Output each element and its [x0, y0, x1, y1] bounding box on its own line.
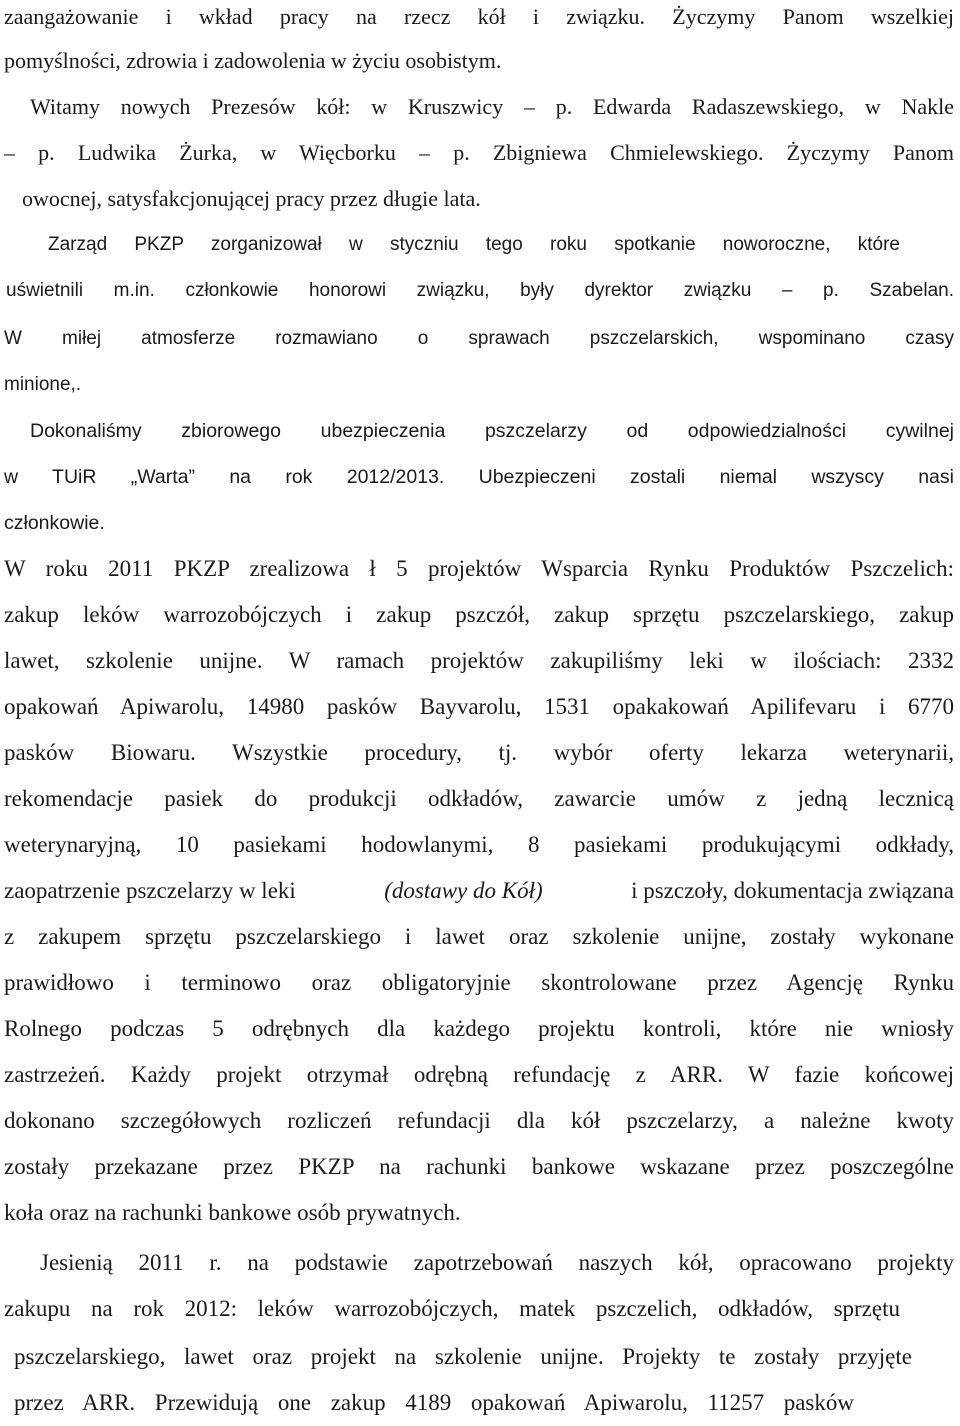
text-line-26: zostały przekazane przez PKZP na rachunki bankowe wskazane przez poszczególne	[4, 1154, 954, 1179]
text-line-21: z zakupem sprzętu pszczelarskiego i lawet oraz szkolenie unijne, zostały wykonane	[4, 924, 954, 949]
text-line-6: Zarząd PKZP zorganizował w styczniu tego roku spotkanie noworoczne, które	[48, 234, 900, 255]
text-line-2: pomyślności, zdrowia i zadowolenia w życiu osobistym.	[4, 48, 502, 73]
text-line-19: weterynaryjną, 10 pasiekami hodowlanymi, 8 pasiekami produkującymi odkłady,	[4, 832, 954, 857]
text-line-14: zakup leków warrozobójczych i zakup pszczół, zakup sprzętu pszczelarskiego, zakup	[4, 602, 954, 627]
text-line-9: minione,.	[4, 374, 82, 395]
text-line-20-part-2: i pszczoły, dokumentacja związana	[631, 878, 954, 903]
text-line-4: – p. Ludwika Żurka, w Więcborku – p. Zbigniewa Chmielewskiego. Życzymy Panom	[4, 140, 954, 165]
text-line-30: pszczelarskiego, lawet oraz projekt na szkolenie unijne. Projekty te zostały przyjęte	[14, 1344, 912, 1369]
text-line-10: Dokonaliśmy zbiorowego ubezpieczenia pszczelarzy od odpowiedzialności cywilnej	[30, 420, 954, 442]
text-line-7: uświetnili m.in. członkowie honorowi związku, były dyrektor związku – p. Szabelan.	[6, 280, 954, 301]
text-line-13: W roku 2011 PKZP zrealizowa ł 5 projektów Wsparcia Rynku Produktów Pszczelich:	[4, 556, 954, 581]
text-line-24: zastrzeżeń. Każdy projekt otrzymał odrębną refundację z ARR. W fazie końcowej	[4, 1062, 954, 1087]
text-line-20-part-1: zaopatrzenie pszczelarzy w leki	[4, 878, 296, 903]
text-line-27: koła oraz na rachunki bankowe osób prywatnych.	[4, 1200, 461, 1225]
text-line-28: Jesienią 2011 r. na podstawie zapotrzebowań naszych kół, opracowano projekty	[40, 1250, 954, 1275]
text-line-20-italic-note: (dostawy do Kół)	[384, 878, 543, 903]
text-line-3: Witamy nowych Prezesów kół: w Kruszwicy – p. Edwarda Radaszewskiego, w Nakle	[30, 94, 954, 119]
text-line-22: prawidłowo i terminowo oraz obligatoryjnie skontrolowane przez Agencję Rynku	[4, 970, 954, 995]
text-line-15: lawet, szkolenie unijne. W ramach projektów zakupiliśmy leki w ilościach: 2332	[4, 648, 954, 673]
text-line-18: rekomendacje pasiek do produkcji odkładów, zawarcie umów z jedną lecznicą	[4, 786, 954, 811]
text-line-5: owocnej, satysfakcjonującej pracy przez długie lata.	[22, 186, 481, 211]
text-line-25: dokonano szczegółowych rozliczeń refundacji dla kół pszczelarzy, a należne kwoty	[4, 1108, 954, 1133]
text-line-16: opakowań Apiwarolu, 14980 pasków Bayvarolu, 1531 opakakowań Apilifevaru i 6770	[4, 694, 954, 719]
text-line-17: pasków Biowaru. Wszystkie procedury, tj. wybór oferty lekarza weterynarii,	[4, 740, 954, 765]
text-line-29: zakupu na rok 2012: leków warrozobójczych, matek pszczelich, odkładów, sprzętu	[4, 1296, 900, 1321]
text-line-12: członkowie.	[4, 512, 105, 534]
text-line-11: w TUiR „Warta” na rok 2012/2013. Ubezpieczeni zostali niemal wszyscy nasi	[4, 466, 954, 488]
text-line-20	[4, 868, 954, 914]
text-line-31: przez ARR. Przewidują one zakup 4189 opakowań Apiwarolu, 11257 pasków	[14, 1390, 854, 1415]
text-line-1: zaangażowanie i wkład pracy na rzecz kół i związku. Życzymy Panom wszelkiej	[4, 4, 954, 29]
text-line-8: W miłej atmosferze rozmawiano o sprawach pszczelarskich, wspominano czasy	[4, 328, 954, 349]
text-line-23: Rolnego podczas 5 odrębnych dla każdego projektu kontroli, które nie wniosły	[4, 1016, 954, 1041]
